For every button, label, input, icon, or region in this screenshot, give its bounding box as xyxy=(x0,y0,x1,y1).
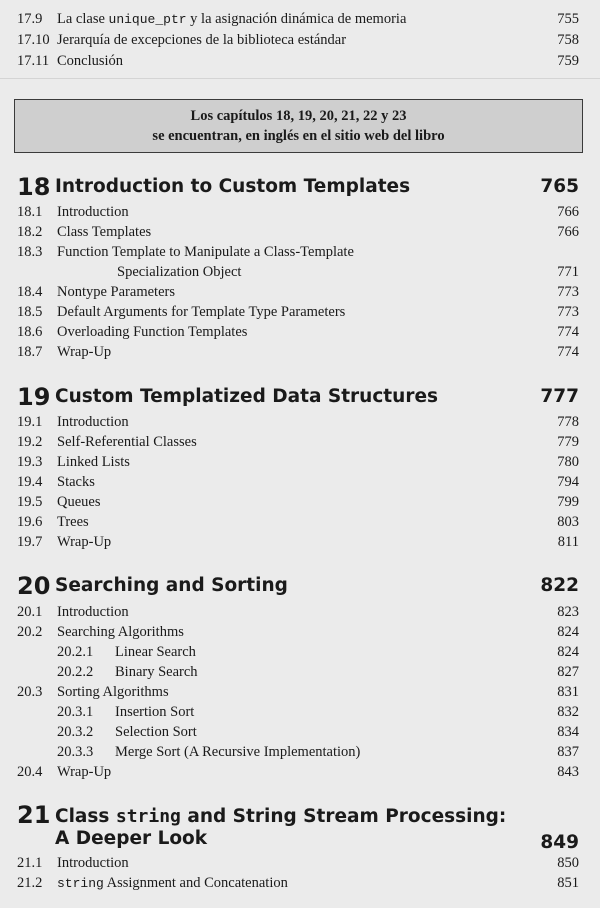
section-number: 20.3.1 xyxy=(57,704,94,720)
section-number: 18.6 xyxy=(17,324,43,340)
toc-entry xyxy=(17,302,579,322)
section-number: 18.4 xyxy=(17,284,43,300)
section-number: 21.2 xyxy=(17,875,43,891)
chapter-title: Class string and String Stream Processing: A Deeper Look xyxy=(55,806,507,849)
divider xyxy=(0,78,600,79)
section-number: 20.3 xyxy=(17,684,43,700)
section-number: 18.2 xyxy=(17,224,43,240)
toc-entry xyxy=(17,51,579,71)
section-title: Selection Sort xyxy=(115,724,197,740)
section-title: Self-Referential Classes xyxy=(57,434,197,450)
section-title: Wrap-Up xyxy=(57,764,112,780)
page-number: 758 xyxy=(557,32,579,48)
toc-subentry xyxy=(17,642,579,662)
section-title: Introduction xyxy=(57,204,129,220)
page-number: 803 xyxy=(557,514,579,530)
section-number: 18.5 xyxy=(17,304,43,320)
toc-entry xyxy=(17,322,579,342)
section-title: Wrap-Up xyxy=(57,344,112,360)
chapter-heading xyxy=(17,571,579,601)
section-title: Default Arguments for Template Type Parameters xyxy=(57,304,346,320)
section-title: Insertion Sort xyxy=(115,704,195,720)
section-title: Specialization Object xyxy=(117,264,242,280)
chapter-title: Custom Templatized Data Structures xyxy=(55,386,438,407)
section-number: 20.3.3 xyxy=(57,744,94,760)
chapter-number: 21 xyxy=(17,801,51,829)
section-title: Trees xyxy=(57,514,89,530)
section-number: 17.10 xyxy=(17,32,50,48)
chapter-page: 765 xyxy=(540,176,579,197)
chapter-page: 777 xyxy=(540,386,579,407)
section-number: 19.1 xyxy=(17,414,43,430)
section-number: 19.5 xyxy=(17,494,43,510)
toc-entry xyxy=(17,622,579,642)
section-title: Introduction xyxy=(57,414,129,430)
section-title: Searching Algorithms xyxy=(57,624,184,640)
toc-subentry xyxy=(17,702,579,722)
toc-entry xyxy=(17,342,579,362)
chapter-number: 19 xyxy=(17,383,51,411)
toc-subentry xyxy=(17,742,579,762)
section-number: 20.2.1 xyxy=(57,644,94,660)
chapter-number: 18 xyxy=(17,173,51,201)
page-number: 759 xyxy=(557,53,579,69)
toc-entry xyxy=(17,9,579,29)
page-number: 773 xyxy=(557,284,579,300)
page-number: 780 xyxy=(557,454,579,470)
page-number: 773 xyxy=(557,304,579,320)
section-number: 19.7 xyxy=(17,534,43,550)
toc-entry xyxy=(17,512,579,532)
chapter-page: 849 xyxy=(540,832,579,853)
page-number: 823 xyxy=(557,604,579,620)
chapter-number: 20 xyxy=(17,572,51,600)
page-number: 837 xyxy=(557,744,579,760)
section-number: 19.3 xyxy=(17,454,43,470)
page-number: 827 xyxy=(557,664,579,680)
banner-line-2: se encuentran, en inglés en el sitio web del libro xyxy=(152,128,445,144)
toc-entry xyxy=(17,412,579,432)
toc-entry xyxy=(17,492,579,512)
page-number: 850 xyxy=(557,855,579,871)
banner-line-1: Los capítulos 18, 19, 20, 21, 22 y 23 xyxy=(190,108,407,124)
section-number: 21.1 xyxy=(17,855,43,871)
toc-entry xyxy=(17,602,579,622)
toc-entry xyxy=(17,853,579,873)
section-number: 19.6 xyxy=(17,514,43,530)
page-number: 794 xyxy=(557,474,579,490)
toc-entry xyxy=(17,30,579,50)
toc-entry xyxy=(17,202,579,222)
section-title: Sorting Algorithms xyxy=(57,684,169,700)
section-title: Function Template to Manipulate a Class-Template xyxy=(57,244,354,260)
page-number: 831 xyxy=(557,684,579,700)
page-number: 774 xyxy=(557,344,579,360)
toc-entry xyxy=(17,873,579,893)
section-title: Linked Lists xyxy=(57,454,130,470)
page-number: 755 xyxy=(557,11,579,27)
page-number: 771 xyxy=(557,264,579,280)
page-number: 766 xyxy=(557,224,579,240)
section-number: 17.11 xyxy=(17,53,50,69)
page-number: 811 xyxy=(557,534,579,550)
section-title: Nontype Parameters xyxy=(57,284,175,300)
toc-entry-continuation xyxy=(17,262,579,282)
toc-entry xyxy=(17,222,579,242)
toc-subentry xyxy=(17,662,579,682)
page-number: 799 xyxy=(557,494,579,510)
section-title: Introduction xyxy=(57,604,129,620)
chapter-heading xyxy=(17,382,579,412)
toc-entry xyxy=(17,472,579,492)
page-number: 774 xyxy=(557,324,579,340)
toc-entry xyxy=(17,532,579,552)
chapter-title: Introduction to Custom Templates xyxy=(55,176,411,197)
section-number: 20.2 xyxy=(17,624,43,640)
page-number: 824 xyxy=(557,624,579,640)
toc-entry xyxy=(17,242,579,262)
section-title: Binary Search xyxy=(115,664,198,680)
section-number: 19.4 xyxy=(17,474,43,490)
section-title: Introduction xyxy=(57,855,129,871)
section-number: 18.3 xyxy=(17,244,43,260)
notice-banner xyxy=(14,99,583,153)
page-number: 851 xyxy=(557,875,579,891)
section-title: Queues xyxy=(57,494,101,510)
section-number: 18.7 xyxy=(17,344,43,360)
section-number: 19.2 xyxy=(17,434,43,450)
page-number: 779 xyxy=(557,434,579,450)
section-title: Jerarquía de excepciones de la biblioteca estándar xyxy=(57,32,347,48)
section-title: Overloading Function Templates xyxy=(57,324,248,340)
section-number: 20.2.2 xyxy=(57,664,94,680)
section-title: La clase unique_ptr y la asignación dinámica de memoria xyxy=(57,11,407,27)
chapter-title: Searching and Sorting xyxy=(55,575,288,596)
section-title: Linear Search xyxy=(115,644,196,660)
section-title: Merge Sort (A Recursive Implementation) xyxy=(115,744,361,760)
section-number: 20.4 xyxy=(17,764,43,780)
page-number: 834 xyxy=(557,724,579,740)
toc-entry xyxy=(17,432,579,452)
chapter-page: 822 xyxy=(540,575,579,596)
section-title: Stacks xyxy=(57,474,95,490)
toc-entry xyxy=(17,452,579,472)
section-number: 20.3.2 xyxy=(57,724,94,740)
section-number: 18.1 xyxy=(17,204,43,220)
section-number: 17.9 xyxy=(17,11,43,27)
toc-entry xyxy=(17,762,579,782)
section-number: 20.1 xyxy=(17,604,43,620)
section-title: Class Templates xyxy=(57,224,152,240)
toc-entry xyxy=(17,282,579,302)
page-number: 824 xyxy=(557,644,579,660)
page-number: 778 xyxy=(557,414,579,430)
page-number: 766 xyxy=(557,204,579,220)
chapter-heading xyxy=(17,172,579,202)
chapter-heading xyxy=(17,800,579,853)
section-title: Wrap-Up xyxy=(57,534,112,550)
toc-subentry xyxy=(17,722,579,742)
page-number: 843 xyxy=(557,764,579,780)
section-title: Conclusión xyxy=(57,53,124,69)
toc-entry xyxy=(17,682,579,702)
section-title: string Assignment and Concatenation xyxy=(57,875,288,891)
page-number: 832 xyxy=(557,704,579,720)
